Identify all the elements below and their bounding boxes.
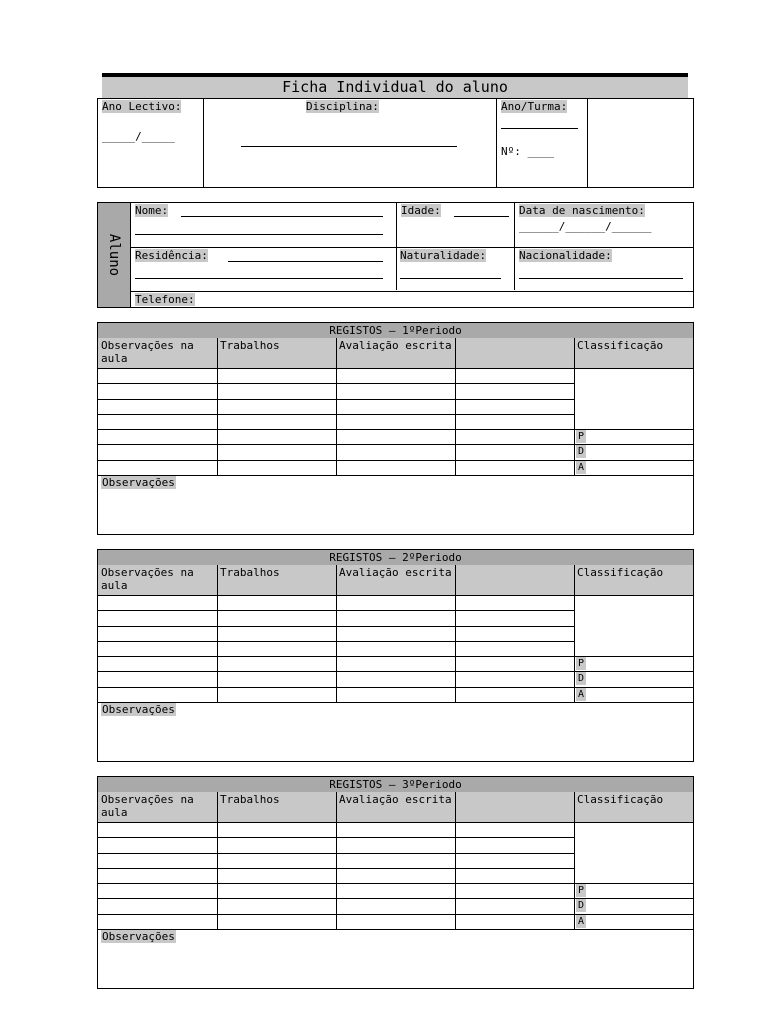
col-trabalhos: Trabalhos — [220, 793, 280, 806]
header-box — [97, 98, 694, 188]
aluno-side-label: Aluno — [98, 203, 131, 307]
divider — [496, 99, 497, 187]
observacoes-label: Observações — [102, 476, 175, 489]
divider — [396, 203, 397, 290]
col-empty — [455, 792, 574, 822]
residencia-field-2[interactable] — [135, 278, 383, 279]
registos-header — [98, 338, 693, 369]
data-nascimento-label: Data de nascimento: — [519, 204, 645, 217]
mark-a: A — [577, 462, 585, 473]
idade-label: Idade: — [401, 204, 441, 217]
numero-field[interactable]: Nº: ____ — [501, 145, 554, 158]
col-trabalhos: Trabalhos — [220, 566, 280, 579]
nome-label: Nome: — [135, 204, 169, 217]
disciplina-label: Disciplina: — [306, 100, 379, 113]
data-nascimento-field[interactable]: ______/______/______ — [519, 220, 652, 233]
nome-field-2[interactable] — [135, 234, 383, 235]
mark-a: A — [577, 689, 585, 700]
mark-d: D — [577, 446, 585, 457]
divider — [203, 99, 204, 187]
registos-title: REGISTOS – 2ºPeriodo — [98, 550, 693, 566]
naturalidade-label: Naturalidade: — [400, 249, 487, 262]
col-observacoes-aula: Observações na aula — [101, 339, 194, 365]
naturalidade-field[interactable] — [400, 278, 501, 279]
mark-p: P — [577, 431, 585, 442]
registos-header — [98, 792, 693, 823]
mark-p: P — [577, 658, 585, 669]
telefone-label: Telefone: — [135, 293, 195, 306]
divider — [587, 99, 588, 187]
col-avaliacao-escrita: Avaliação escrita — [339, 339, 452, 352]
registos-periodo-2 — [97, 549, 694, 762]
divider — [130, 291, 693, 292]
form-title: Ficha Individual do aluno — [102, 73, 688, 98]
nacionalidade-field[interactable] — [519, 278, 683, 279]
col-classificacao: Classificação — [577, 566, 664, 579]
registos-periodo-1 — [97, 322, 694, 535]
col-classificacao: Classificação — [577, 339, 664, 352]
nome-field[interactable] — [181, 216, 383, 217]
idade-field[interactable] — [454, 216, 509, 217]
registos-title: REGISTOS – 1ºPeriodo — [98, 323, 693, 339]
col-classificacao: Classificação — [577, 793, 664, 806]
col-avaliacao-escrita: Avaliação escrita — [339, 566, 452, 579]
mark-d: D — [577, 900, 585, 911]
registos-periodo-3 — [97, 776, 694, 989]
col-empty — [455, 338, 574, 368]
registos-title: REGISTOS – 3ºPeriodo — [98, 777, 693, 793]
divider — [514, 203, 515, 290]
disciplina-field[interactable] — [241, 146, 457, 147]
ano-lectivo-label: Ano Lectivo: — [102, 100, 182, 113]
divider — [130, 247, 693, 248]
col-avaliacao-escrita: Avaliação escrita — [339, 793, 452, 806]
col-empty — [455, 565, 574, 595]
mark-d: D — [577, 673, 585, 684]
observacoes-label: Observações — [102, 703, 175, 716]
ano-turma-field[interactable] — [501, 128, 578, 129]
residencia-field[interactable] — [228, 261, 383, 262]
student-box — [97, 202, 694, 308]
ano-lectivo-field[interactable]: _____/_____ — [102, 130, 175, 143]
col-trabalhos: Trabalhos — [220, 339, 280, 352]
observacoes-label: Observações — [102, 930, 175, 943]
nacionalidade-label: Nacionalidade: — [519, 249, 612, 262]
col-observacoes-aula: Observações na aula — [101, 793, 194, 819]
mark-a: A — [577, 916, 585, 927]
residencia-label: Residência: — [135, 249, 208, 262]
mark-p: P — [577, 885, 585, 896]
registos-header — [98, 565, 693, 596]
col-observacoes-aula: Observações na aula — [101, 566, 194, 592]
ano-turma-label: Ano/Turma: — [501, 100, 568, 113]
